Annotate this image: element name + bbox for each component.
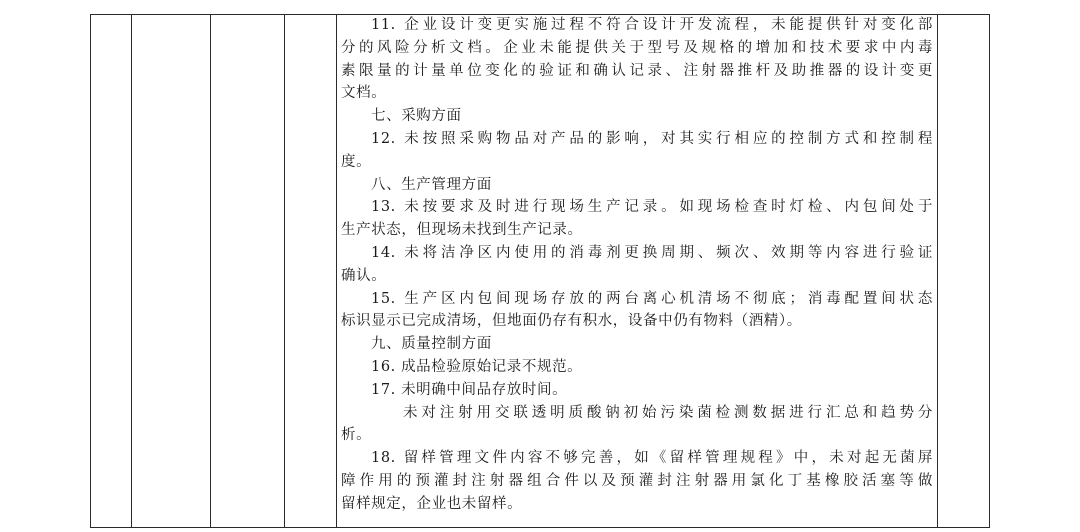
text-line: 素限量的计量单位变化的验证和确认记录、注射器推杆及助推器的设计变更 bbox=[341, 62, 933, 79]
table-column-divider bbox=[336, 14, 337, 528]
section-heading: 九、质量控制方面 bbox=[371, 336, 492, 353]
table-column-divider bbox=[937, 14, 938, 528]
section-heading: 八、生产管理方面 bbox=[371, 176, 492, 193]
text-line: 生产状态，但现场未找到生产记录。 bbox=[341, 222, 583, 239]
text-line: 确认。 bbox=[341, 267, 387, 284]
findings-text-cell bbox=[341, 14, 933, 516]
text-line: 障作用的预灌封注射器组合件以及预灌封注射器用氯化丁基橡胶活塞等做 bbox=[341, 472, 933, 489]
text-line: 17. 未明确中间品存放时间。 bbox=[371, 381, 568, 398]
text-line: 度。 bbox=[341, 153, 372, 170]
text-line: 12. 未按照采购物品对产品的影响，对其实行相应的控制方式和控制程 bbox=[371, 130, 933, 147]
section-heading: 七、采购方面 bbox=[371, 108, 462, 125]
text-line: 留样规定，企业也未留样。 bbox=[341, 495, 523, 512]
text-line: 分的风险分析文档。企业未能提供关于型号及规格的增加和技术要求中内毒 bbox=[341, 39, 933, 56]
table-column-divider bbox=[131, 14, 132, 528]
table-column-divider bbox=[210, 14, 211, 528]
text-line: 析。 bbox=[341, 427, 372, 444]
text-line: 未对注射用交联透明质酸钠初始污染菌检测数据进行汇总和趋势分 bbox=[403, 404, 933, 421]
text-line: 18. 留样管理文件内容不够完善，如《留样管理规程》中，未对起无菌屏 bbox=[371, 450, 933, 467]
text-line: 11. 企业设计变更实施过程不符合设计开发流程，未能提供针对变化部 bbox=[371, 17, 933, 33]
table-column-divider bbox=[284, 14, 285, 528]
text-line: 标识显示已完成清场，但地面仍存有积水，设备中仍有物料（酒精）。 bbox=[341, 313, 802, 330]
table-bottom-border bbox=[90, 527, 989, 528]
table-column-divider bbox=[989, 14, 990, 528]
text-line: 14. 未将洁净区内使用的消毒剂更换周期、频次、效期等内容进行验证 bbox=[371, 244, 933, 261]
text-line: 16. 成品检验原始记录不规范。 bbox=[371, 358, 583, 375]
table-column-divider bbox=[90, 14, 91, 528]
text-line: 文档。 bbox=[341, 85, 387, 102]
text-line: 13. 未按要求及时进行现场生产记录。如现场检查时灯检、内包间处于 bbox=[371, 199, 933, 216]
text-line: 15. 生产区内包间现场存放的两台离心机清场不彻底；消毒配置间状态 bbox=[371, 290, 933, 307]
